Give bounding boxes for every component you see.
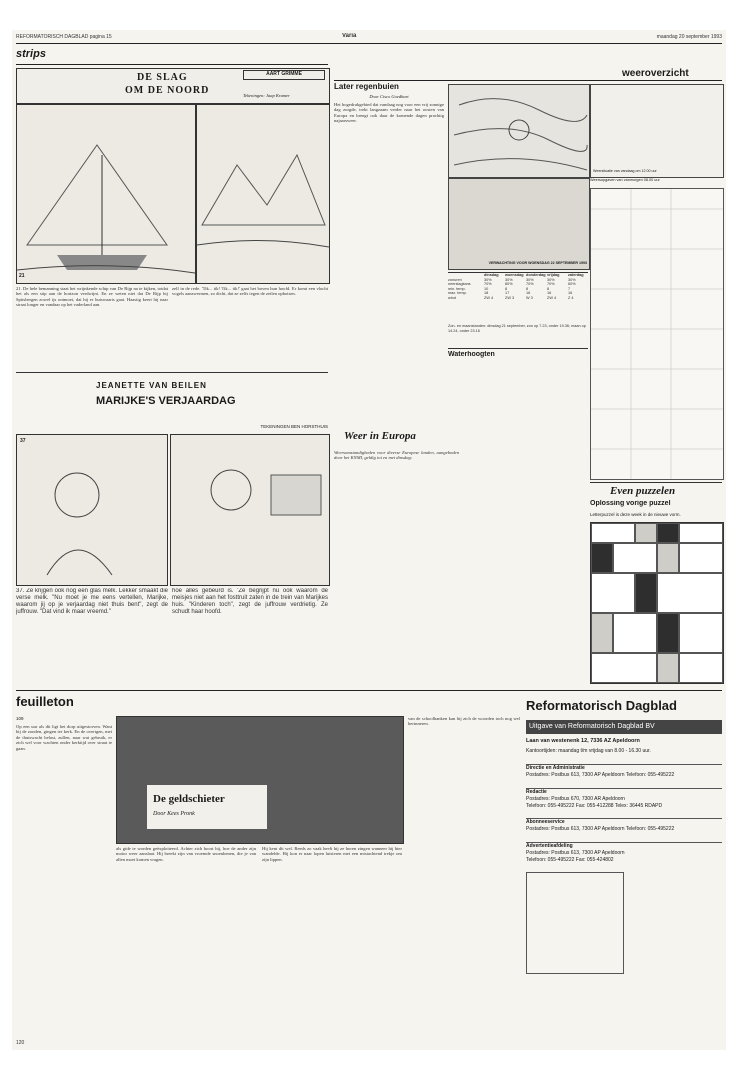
feuilleton-rule [16,690,722,691]
forecast-row-label: min. temp. [448,286,466,291]
puzzle-cell [635,573,657,613]
map-caption-2: Weersopgaven van vanmorgen 08.00 uur [590,178,660,182]
forecast-value: 7 [568,286,571,291]
rd-section-heading: Abonneeservice [526,819,565,825]
forecast-value: 70% [526,282,534,286]
header-rule [16,43,722,44]
rd-section-line: Postadres: Postbus 613, 7300 AP Apeldoorn Telefoon: 055-495222 [526,772,675,778]
weer-europa-col2 [464,450,586,680]
girl-illustration [17,435,167,585]
slag-author: AART GRIMME [243,70,325,80]
later-title: Later regenbuien [334,82,399,91]
weer-europa-intro: Weersomstandigheden voor diverse Europese landen, aangeboden door het KNMI, geldig tot en met dinsdag: [334,450,459,461]
weather-map-right [590,84,724,178]
strips-rule [16,64,328,65]
forecast-value: 30% [484,277,492,282]
forecast-value: 8 [526,286,529,291]
slag-caption-col2: zelf in de rede. 'Tik... tik! Tik... tik!' gaat het boven hun hoofd. Er komt een vlucht vogels aanzwermen, zo dicht, dat ze zelfs tegen de zeilen opbotsen. [172,286,328,297]
waterhoogten-header [448,348,588,359]
forecast-row [448,296,588,301]
forecast-value: 30% [526,277,534,282]
iceberg-illustration [197,105,329,283]
marijke-panel-right [170,434,330,586]
rd-section-heading: Directie en Administratie [526,765,585,771]
rd-section-line: Postadres: Postbus 670, 7300 AR Apeldoorn [526,796,625,802]
rd-section-advertentie [526,842,722,869]
sun-moon-text: Zon- en maanstanden: dinsdag 21 september, zon op 7.23, onder 19.36; maan op 14.24, onder 23.16 [448,324,586,333]
puzzle-cell [591,543,613,573]
waterhoogten-body [448,362,588,432]
forecast-value: 30% [505,277,513,282]
rd-section-abonnee [526,818,722,839]
rd-rates-box [526,872,624,974]
marijke-author-title: JEANETTE VAN BEILEN [96,381,207,390]
puzzle-cell [613,613,657,653]
rd-conditions-text [626,872,722,972]
map-caption: Weersituatie van vandaag om 12.00 uur [593,169,657,173]
marijke-caption-col1: 37. Ze krijgen ook nog een glas melk. Lekker smaakt die verse melk. "Nu moet je me eens vertellen, Marijke, waarom jij op je verjaardag niet thuis bent", zegt de juffrouw. "Dat vind ik maar vreemd." [16,588,168,615]
forecast-day: dinsdag [484,273,499,277]
forecast-row-label: wind [448,295,456,300]
forecast-value: 60% [568,282,576,286]
feuilleton-story-title: De geldschieter [153,793,225,805]
page-header-right: maandag 20 september 1993 [656,34,722,40]
weer-rule [334,80,722,81]
slag-credit: Tekeningen: Jaap Kramer [243,93,290,98]
forecast-day: zaterdag [568,273,584,277]
forecast-value: 8 [505,286,508,291]
forecast-value: 16 [568,291,573,295]
puzzle-cell [679,523,723,543]
forecast-value: ZW 4 [484,295,494,300]
puzzle-cell [679,653,723,683]
rd-section-line: Telefoon: 055-495222 Fax: 055-424802 [526,857,614,863]
forecast-value: 8 [547,286,550,291]
page-footer-number: 120 [16,1040,25,1046]
feuilleton-col1: Op een uur als dit ligt het dorp uitgestorven. Want bij de zonden, gingen ter kerk. En de overigen, met de thuiswacht belast, zullen, naar wat gebruik, er zich wel voor wachten onder kerktijd over straat te gaan. [16,724,112,751]
strips-section-title: strips [16,48,46,60]
city-table-lines [591,189,723,479]
forecast-value: W 3 [526,295,533,300]
feuilleton-story-author: Door Kees Pronk [153,811,195,817]
forecast-value: 17 [505,291,510,295]
forecast-value: ZW 4 [547,295,557,300]
forecast-value: 70% [547,282,555,286]
waterhoogten-title: Waterhoogten [448,351,495,358]
weather-map-top [448,84,590,178]
rd-section-heading: Advertentieafdeling [526,843,573,849]
later-body: Het hogedrukgebied dat vandaag nog voor een vrij zonnige dag zorgde, trekt langzaam verder naar het oosten van Europa en brengt ook daar de komende dagen prachtig najaarsweer. [334,102,444,124]
page-header-left: REFORMATORISCH DAGBLAD pagina 15 [16,34,112,40]
puzzel-instruction: Letterpuzzel is deze week in de nieuwe vorm. [590,512,681,517]
rd-section-redactie [526,788,722,815]
oplossing-title: Oplossing vorige puzzel [590,500,671,507]
forecast-value: 18 [484,291,489,295]
feuilleton-number: 109 [16,716,24,721]
slag-panel-number: 21 [19,273,25,279]
rd-address: Laan van westenenk 12, 7336 AZ Apeldoorn [526,738,640,744]
puzzle-cell [591,653,657,683]
weer-europa-title: Weer in Europa [344,430,416,442]
rd-title: Reformatorisch Dagblad [526,698,677,713]
marijke-panel-number: 37 [20,438,26,444]
feuilleton-col4: van de schoolbanken kan hij zich de woorden toch nog wel herinneren. [408,716,520,727]
rd-office-hours: Kantoortijden: maandag t/m vrijdag van 8.00 - 16.30 uur. [526,748,651,754]
forecast-value: 30% [568,277,576,282]
slag-title-line2: OM DE NOORD [125,85,210,96]
puzzle-cell [657,523,679,543]
marijke-credit: TEKENINGEN BEN HORSTHUIS [260,424,328,429]
marijke-caption-col2: hoe alles gebeurd is. 'Ze begrijpt nu ook waarom de meisjes niet aan het fosttruit zaten in de trein van Marijkes huis. "Kinderen toch", zegt de juffrouw verdrietig. Ze schudt haar hoofd. [172,588,328,615]
feuilleton-photo [116,716,404,844]
slag-caption-col1: 21. De hele bemanning staat het wrijnkende schip van De Rijp na te kijken, totdat het als een stip aan de horizon verdwijnt. En ze weten niet dat De Rijp bij Spitsbergen zowel ijs ontmoet, dat hij er huiswaarts gaat. Haastig keert hij naar straat longer en vandaar op het vaderland aan. [16,286,168,308]
forecast-value: 70% [484,282,492,286]
marijke-banner [16,372,328,421]
feuilleton-col2: als gide te worden geëxploiteerd. Achter zich hoort hij, hoe de ander zijn motor weer aanslaat. Hij breekt zijn van vroemde snoeubenen, die je van allen moet komen vragen. [116,846,256,862]
rd-publisher: Uitgave van Reformatorisch Dagblad BV [526,720,722,734]
rd-section-directie [526,764,722,785]
city-weather-table [590,188,724,480]
forecast-value: 80% [505,282,513,286]
forecast-caption: VERWACHTING VOOR WOENSDAG 22 SEPTEMBER 1993 [488,261,587,265]
feuilleton-col3: Hij kent dit wel. Reeds zo vaak heeft hij ze horen zingen wanneer hij hier wandelde. Hij kon er naar lopen luisteren met een mistachtend trekje om zijn lippen. [262,846,402,862]
puzzle-cell [591,613,613,653]
rd-section-line: Postadres: Postbus 613, 7300 AP Apeldoorn Telefoon: 055-495222 [526,826,675,832]
puzzle-cell [679,613,723,653]
ship-illustration [17,105,195,283]
isobar-map [449,85,589,177]
slag-panel-right [196,104,330,284]
feuilleton-title: feuilleton [16,694,74,709]
puzzel-title: Even puzzelen [610,485,676,497]
newspaper-page [12,30,726,1050]
slag-title-banner [16,68,330,104]
puzzle-cell [679,543,723,573]
forecast-day: donderdag [526,273,546,277]
slag-title-line1: DE SLAG [137,72,188,83]
later-author: Door Cisco Goedhart [369,94,409,99]
slag-panel-left [16,104,196,284]
feuilleton-title-box [147,785,267,829]
forecast-value: 30% [547,277,555,282]
forecast-value: 16 [526,291,531,295]
satellite-image [448,178,590,270]
marijke-panel-left [16,434,168,586]
rd-section-line: Telefoon: 055-495222 Fax: 055-412288 Telex: 36445 RDAPD [526,803,663,809]
puzzle-cell [657,573,723,613]
forecast-row-label: neerslagkans [448,282,471,286]
woman-illustration [171,435,329,585]
puzzel-banner [590,482,722,499]
forecast-value: Z 4 [568,295,574,300]
forecast-day: woensdag [505,273,524,277]
puzzle-cell [657,653,679,683]
forecast-row-label: zonuren [448,277,462,282]
puzzle-cell [591,573,635,613]
forecast-value: 16 [547,291,552,295]
page-header-center: Varia [342,33,357,39]
puzzle-cell [657,613,679,653]
weeroverzicht-title: weeroverzicht [622,68,689,79]
puzzle-cell [613,543,657,573]
puzzle-cell [635,523,657,543]
forecast-table [448,272,588,323]
puzzle-cell [657,543,679,573]
forecast-value: 10 [484,286,489,291]
rd-section-line: Postadres: Postbus 613, 7300 AP Apeldoorn [526,850,625,856]
marijke-title: MARIJKE'S VERJAARDAG [96,395,236,407]
weer-europa-banner [334,428,462,446]
puzzle-grid [590,522,724,684]
forecast-value: ZW 3 [505,295,515,300]
forecast-day: vrijdag [547,273,560,277]
puzzle-cell [591,523,635,543]
forecast-row-label: max. temp. [448,291,467,295]
rd-section-heading: Redactie [526,789,547,795]
